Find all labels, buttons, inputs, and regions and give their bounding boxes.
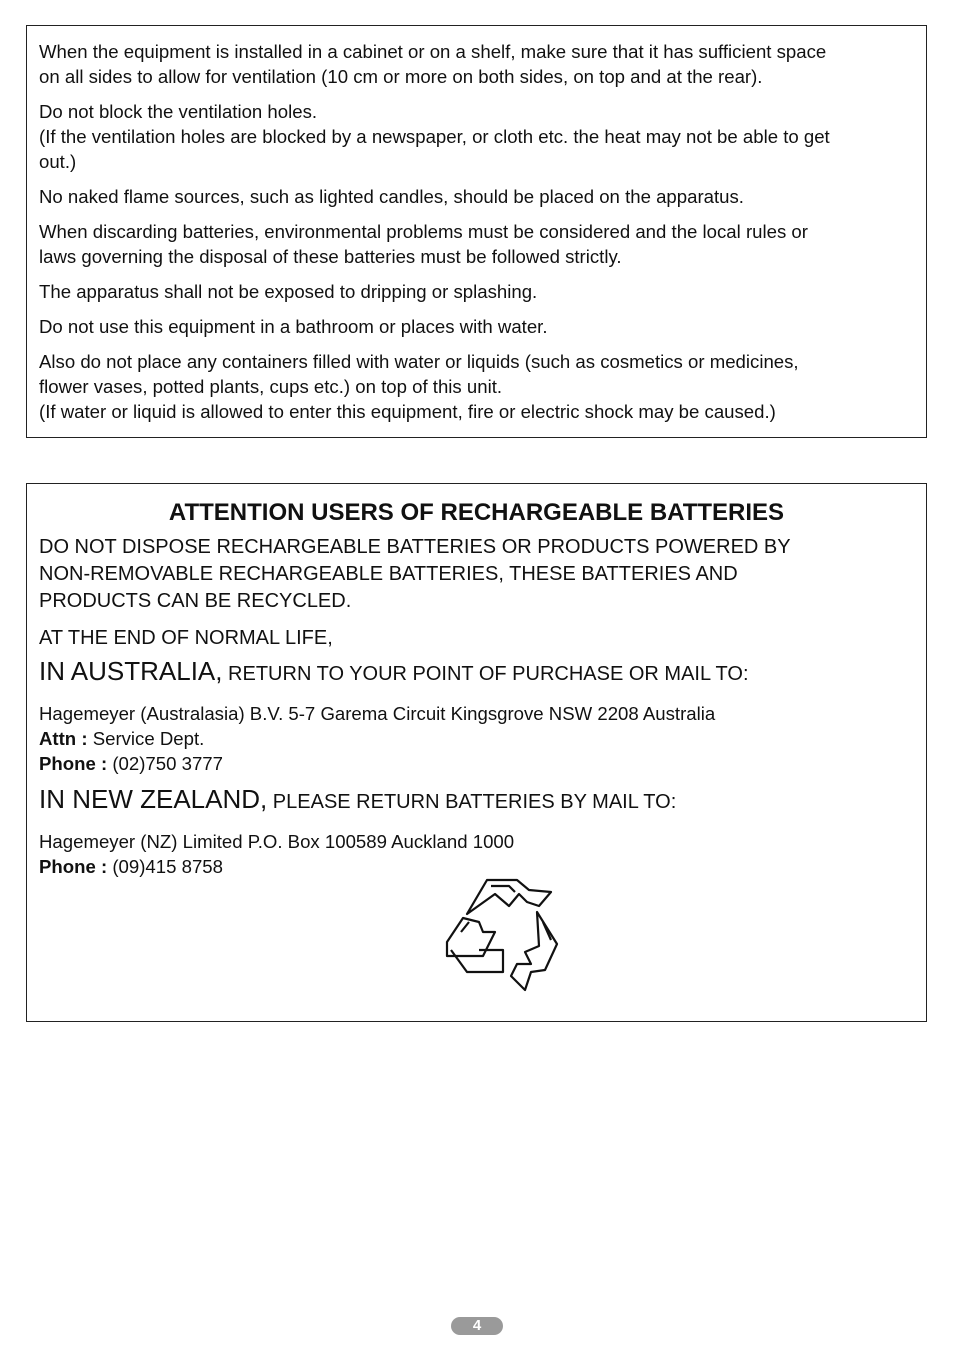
- liquid-containers-paragraph: Also do not place any containers filled with water or liquids (such as cosmetics or medicines, flower vases, potted plants, cups etc.) on top of this unit. (If water or liquid is allowed to enter this equipment, fire or electric shock may be caused.): [39, 351, 799, 422]
- ventilation-space-paragraph: When the equipment is installed in a cabinet or on a shelf, make sure that it has sufficient space on all sides to allow for ventilation (10 cm or more on both sides, on top and at the rear).: [39, 41, 827, 87]
- naked-flame-paragraph: No naked flame sources, such as lighted candles, should be placed on the apparatus.: [39, 186, 744, 207]
- australia-address: Hagemeyer (Australasia) B.V. 5-7 Garema Circuit Kingsgrove NSW 2208 Australia: [39, 703, 716, 724]
- battery-discard-paragraph: When discarding batteries, environmental problems must be considered and the local rules or laws governing the disposal of these batteries must be followed strictly.: [39, 221, 808, 267]
- recycle-notice: DO NOT DISPOSE RECHARGEABLE BATTERIES OR PRODUCTS POWERED BY NON-REMOVABLE RECHARGEABLE BATTERIES, THESE BATTERIES AND PRODUCTS CAN BE RECYCLED.: [39, 536, 791, 612]
- battery-heading: ATTENTION USERS OF RECHARGEABLE BATTERIES: [168, 499, 785, 526]
- new-zealand-phone: (09)415 8758: [107, 856, 223, 877]
- bathroom-paragraph: Do not use this equipment in a bathroom or places with water.: [39, 316, 548, 337]
- attn-value: Service Dept.: [87, 728, 205, 749]
- australia-heading: IN AUSTRALIA, RETURN TO YOUR POINT OF PURCHASE OR MAIL TO:: [39, 656, 749, 686]
- attn-label: Attn :: [39, 728, 88, 749]
- phone-label: Phone :: [39, 753, 108, 774]
- safety-notice-box: [26, 25, 927, 438]
- recycle-icon: [439, 872, 569, 996]
- ventilation-holes-paragraph: Do not block the ventilation holes. (If the ventilation holes are blocked by a newspaper, or cloth etc. the heat may not be able to get out.): [39, 101, 830, 172]
- phone-label: Phone :: [39, 856, 108, 877]
- australia-phone: (02)750 3777: [107, 753, 223, 774]
- page-number-badge: 4: [451, 1317, 503, 1335]
- rechargeable-battery-box: [26, 483, 927, 1022]
- new-zealand-address: Hagemeyer (NZ) Limited P.O. Box 100589 Auckland 1000: [39, 831, 515, 852]
- dripping-paragraph: The apparatus shall not be exposed to dripping or splashing.: [39, 281, 538, 302]
- new-zealand-heading: IN NEW ZEALAND, PLEASE RETURN BATTERIES BY MAIL TO:: [39, 784, 677, 814]
- australia-contact: [39, 701, 914, 776]
- end-of-life-text: AT THE END OF NORMAL LIFE,: [39, 627, 333, 649]
